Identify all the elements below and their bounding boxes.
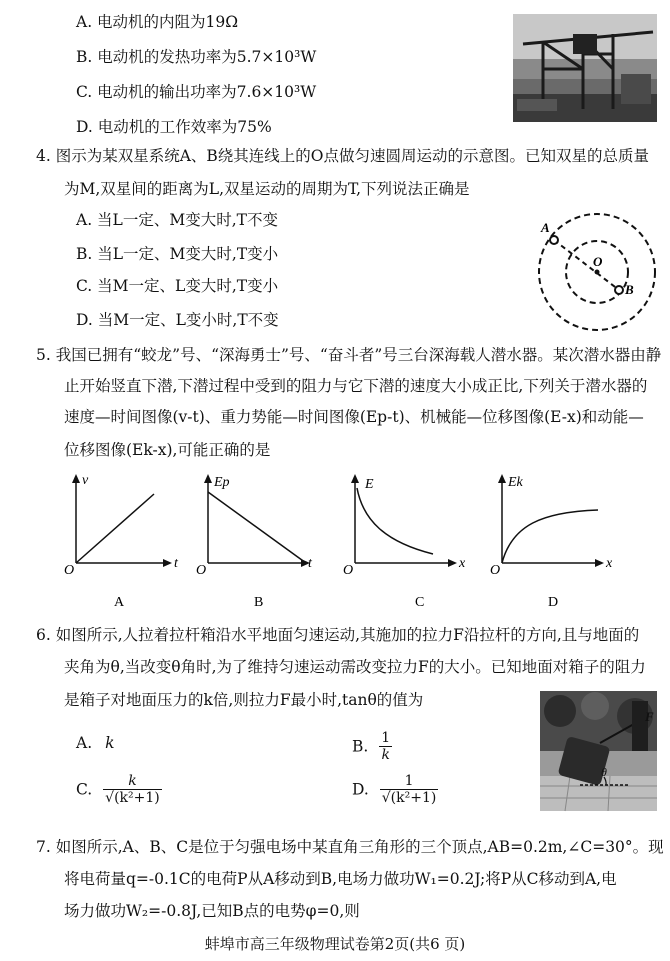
- graph-b-ylabel: Ep: [214, 475, 230, 490]
- graph-b-ep-t: [188, 470, 318, 610]
- q3-option-c: C. 电动机的输出功率为7.6×10³W: [76, 83, 317, 101]
- graph-b-xlabel: t: [308, 556, 312, 571]
- q4-option-a: A. 当L一定、M变大时,T不变: [76, 211, 278, 229]
- q6-option-c-denominator: √(k²+1): [105, 790, 160, 806]
- graph-a-origin: O: [64, 563, 75, 578]
- q6-option-d-numerator: 1: [380, 773, 439, 790]
- q6-option-a: [76, 733, 114, 753]
- graph-d-ek-x: [482, 470, 622, 610]
- q5-stem-line2: 止开始竖直下潜,下潜过程中受到的阻力与它下潜的速度大小成正比,下列关于潜水器的: [64, 377, 648, 395]
- q6-option-a-prefix: A.: [76, 734, 93, 752]
- q6-option-b-fraction: [379, 730, 392, 763]
- graph-d-ylabel: Ek: [508, 475, 523, 490]
- graph-a-caption: A: [114, 595, 125, 610]
- graph-c-caption: C: [415, 595, 425, 610]
- graph-b-caption: B: [254, 595, 264, 610]
- q6-option-d-prefix: D.: [352, 780, 369, 799]
- q4-stem-line1: 4. 图示为某双星系统A、B绕其连线上的O点做匀速圆周运动的示意图。已知双星的总质量: [36, 147, 650, 165]
- graph-c-e-x: [335, 470, 475, 610]
- q3-option-a: A. 电动机的内阻为19Ω: [76, 13, 239, 31]
- graph-a-ylabel: v: [82, 473, 89, 488]
- q4-option-b: B. 当L一定、M变大时,T变小: [76, 245, 279, 263]
- luggage-photo: [540, 691, 657, 811]
- q6-option-b: [352, 730, 392, 763]
- q4-option-d: D. 当M一定、L变小时,T不变: [76, 311, 279, 329]
- graph-d-origin: O: [490, 563, 501, 578]
- page-footer: 蚌埠市高三年级物理试卷第2页(共6 页): [204, 935, 466, 953]
- angle-theta-label: θ: [601, 765, 607, 779]
- port-crane-photo: [513, 14, 657, 122]
- graph-a-v-t: [56, 470, 186, 610]
- q5-stem-line1: 5. 我国已拥有“蛟龙”号、“深海勇士”号、“奋斗者”号三台深海载人潜水器。某次潜水器由静: [36, 346, 662, 364]
- q4-stem-line2: 为M,双星间的距离为L,双星运动的周期为T,下列说法正确是: [64, 180, 470, 198]
- q7-stem-line3: 场力做功W₂=-0.8J,已知B点的电势φ=0,则: [64, 902, 360, 920]
- q5-stem-line4: 位移图像(Ek-x),可能正确的是: [64, 441, 271, 459]
- graph-b-origin: O: [196, 563, 207, 578]
- star-b-label: B: [625, 282, 634, 297]
- q6-stem-line1: 6. 如图所示,人拉着拉杆箱沿水平地面匀速运动,其施加的拉力F沿拉杆的方向,且与地面的: [36, 626, 640, 644]
- q4-option-c: C. 当M一定、L变大时,T变小: [76, 277, 279, 295]
- q7-stem-line2: 将电荷量q=-0.1C的电荷P从A移动到B,电场力做功W₁=0.2J;将P从C移动到A,电: [64, 870, 617, 888]
- graph-d-xlabel: x: [606, 556, 613, 571]
- graph-d-caption: D: [548, 595, 559, 610]
- q6-stem-line3: 是箱子对地面压力的k倍,则拉力F最小时,tanθ的值为: [64, 691, 424, 709]
- q6-stem-line2: 夹角为θ,当改变θ角时,为了维持匀速运动需改变拉力F的大小。已知地面对箱子的阻力: [64, 658, 646, 676]
- q6-option-b-numerator: 1: [381, 730, 391, 746]
- q7-stem-line1: 7. 如图所示,A、B、C是位于匀强电场中某直角三角形的三个顶点,AB=0.2m,∠C=30°。现: [36, 838, 664, 856]
- star-a-label: A: [541, 220, 550, 235]
- q6-option-b-denominator: k: [381, 747, 390, 763]
- q6-option-c-prefix: C.: [76, 780, 93, 799]
- q6-option-c: [76, 773, 162, 806]
- q6-option-d-denominator: √(k²+1): [381, 790, 437, 806]
- force-f-label: F: [645, 709, 654, 724]
- q6-option-b-prefix: B.: [352, 737, 369, 756]
- q3-option-b: B. 电动机的发热功率为5.7×10³W: [76, 48, 317, 66]
- graph-a-xlabel: t: [174, 556, 178, 571]
- binary-star-diagram: [523, 212, 663, 334]
- graph-c-xlabel: x: [459, 556, 466, 571]
- q6-option-c-fraction: [103, 773, 162, 806]
- q6-option-d-fraction: [380, 773, 439, 806]
- q6-option-a-value: k: [105, 734, 115, 752]
- q6-option-d: [352, 773, 438, 806]
- graph-c-origin: O: [343, 563, 354, 578]
- center-o-label: O: [593, 254, 603, 269]
- q5-stem-line3: 速度—时间图像(v-t)、重力势能—时间图像(Ep-t)、机械能—位移图像(E-x)和动能—: [64, 408, 644, 426]
- graph-c-ylabel: E: [365, 477, 374, 492]
- q6-option-c-numerator: k: [103, 773, 162, 790]
- q3-option-d: D. 电动机的工作效率为75%: [76, 118, 272, 136]
